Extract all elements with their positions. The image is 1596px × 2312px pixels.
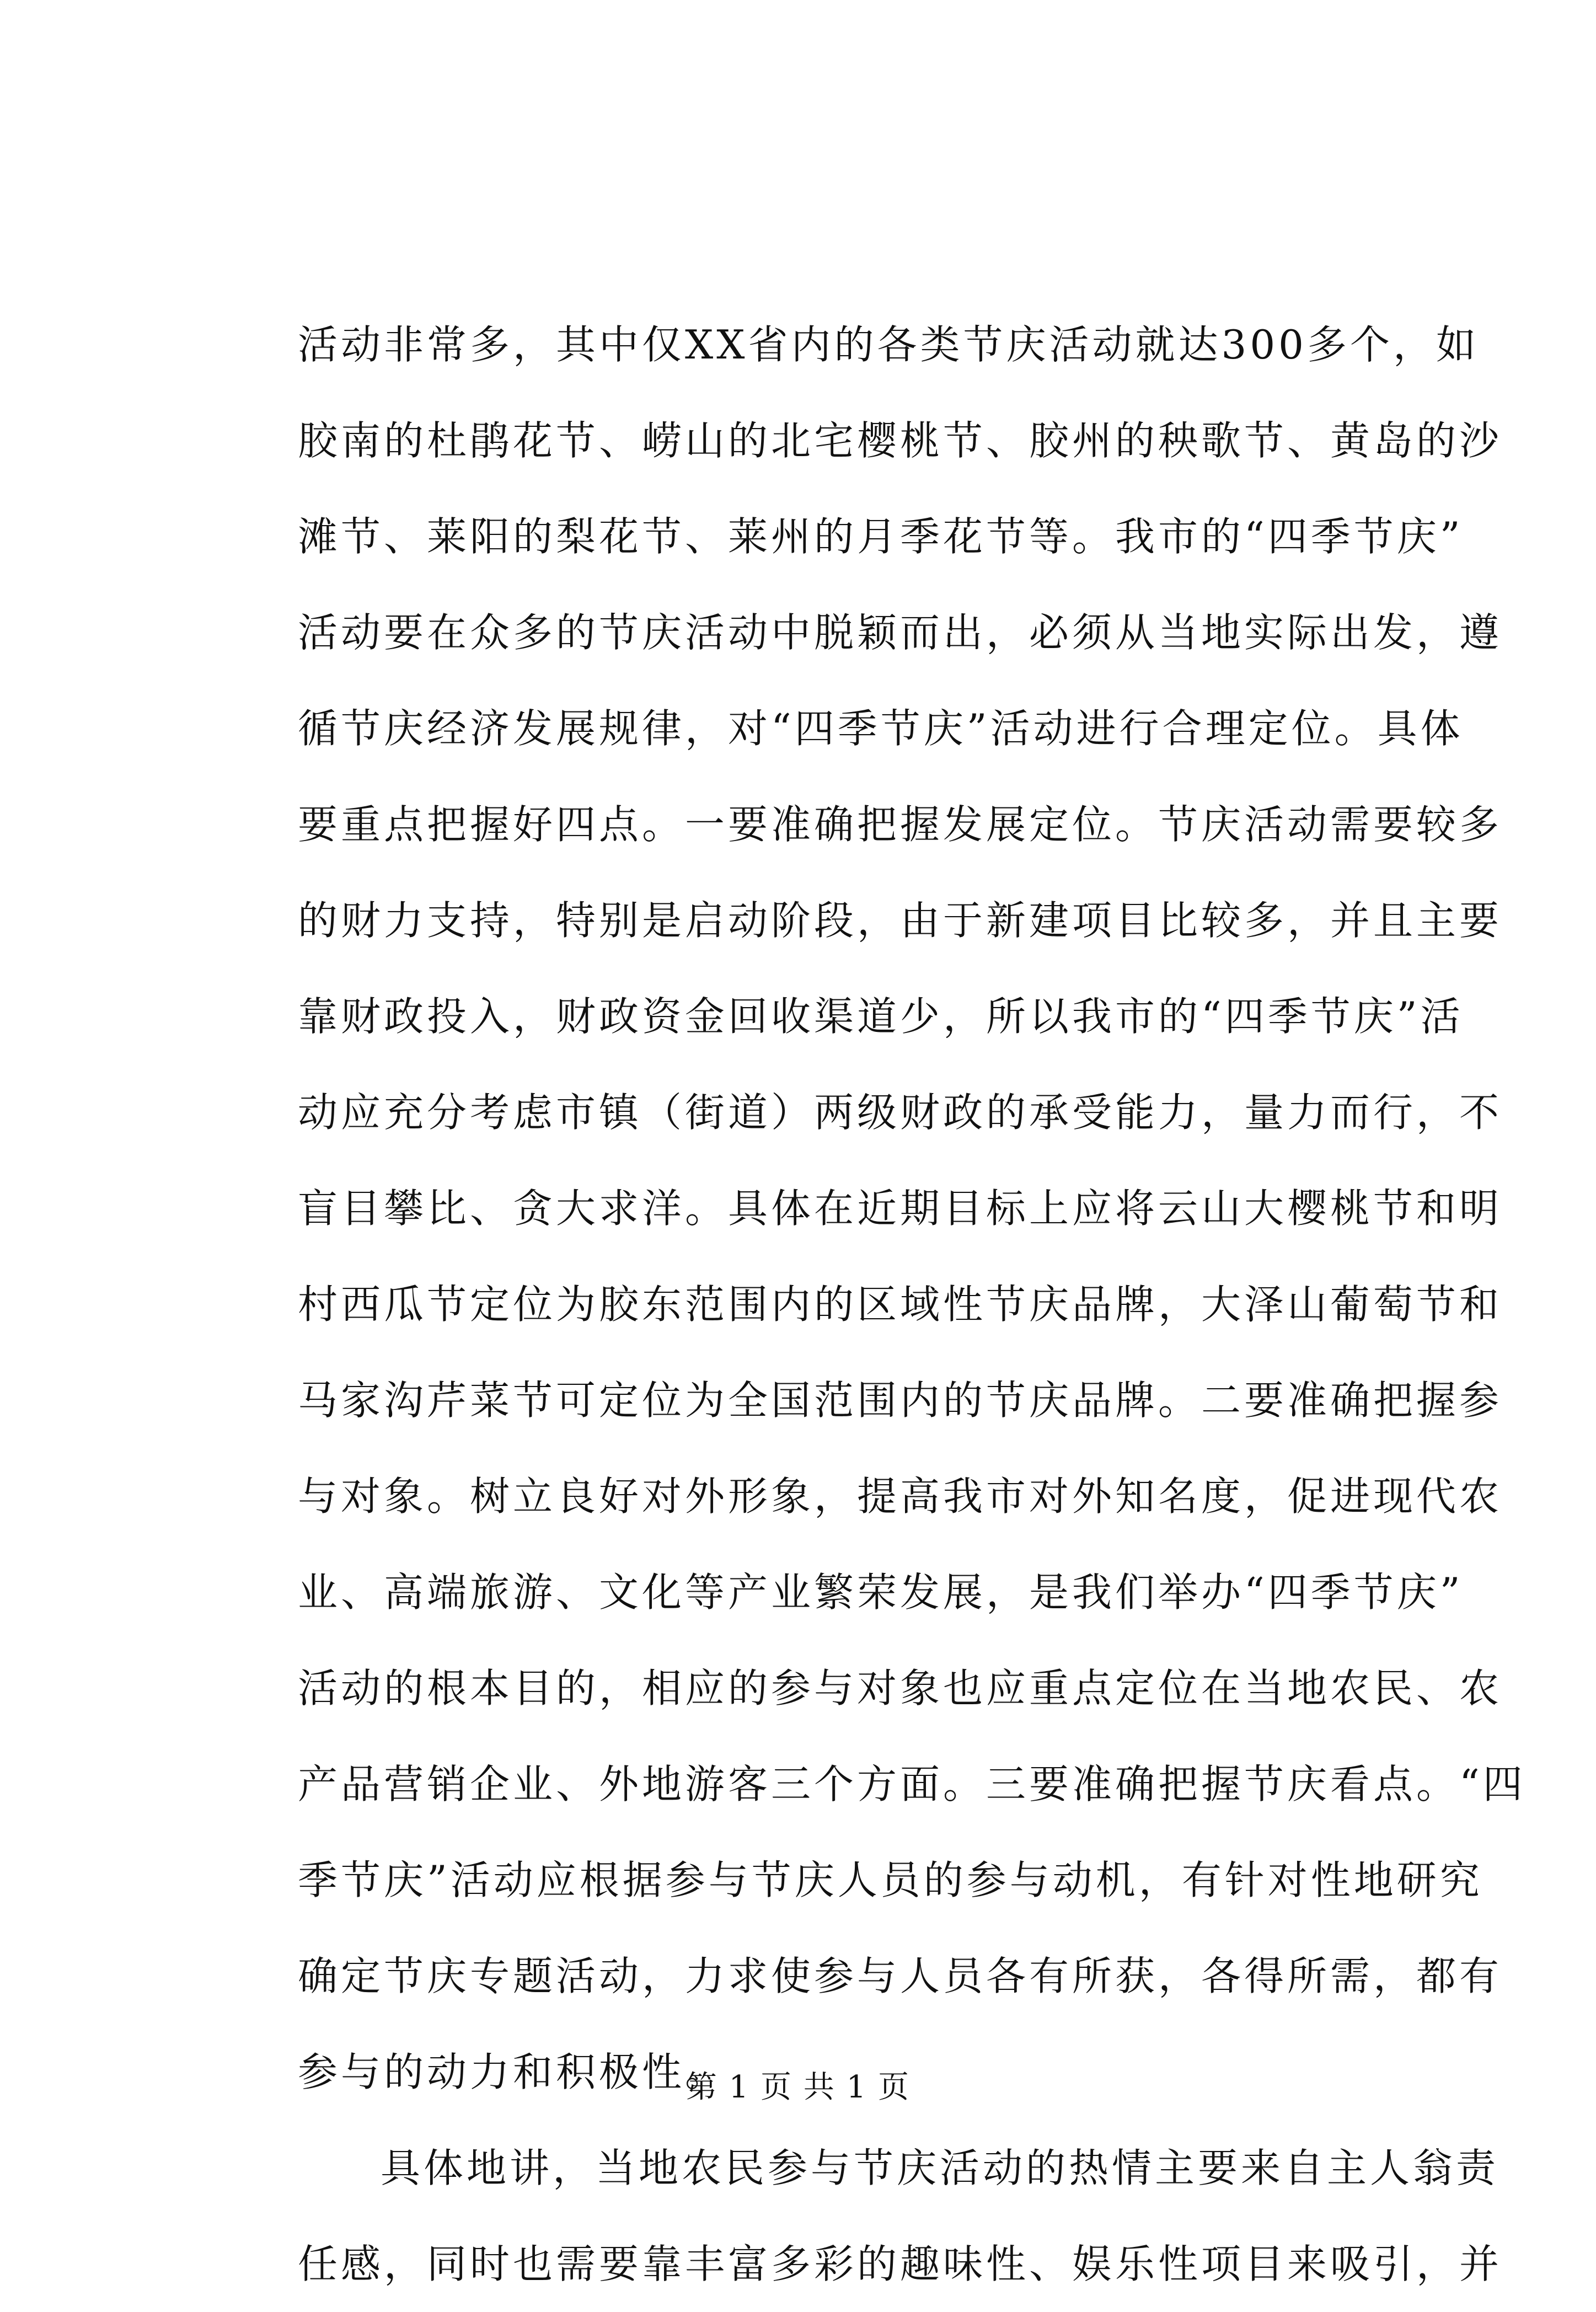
paragraph-2 xyxy=(298,2120,1503,2312)
text-line: 确定节庆专题活动，力求使参与人员各有所获，各得所需，都有 xyxy=(298,1953,1503,1999)
text-line: 马家沟芹菜节可定位为全国范围内的节庆品牌。二要准确把握参 xyxy=(298,1377,1503,1423)
text-line: 的财力支持，特别是启动阶段，由于新建项目比较多，并且主要 xyxy=(298,897,1503,944)
text-line: 具体地讲，当地农民参与节庆活动的热情主要来自主人翁责 xyxy=(381,2145,1499,2191)
text-line: 活动要在众多的节庆活动中脱颖而出，必须从当地实际出发，遵 xyxy=(298,609,1503,656)
text-line: 季节庆”活动应根据参与节庆人员的参与动机，有针对性地研究 xyxy=(298,1857,1483,1903)
text-line: 靠财政投入，财政资金回收渠道少，所以我市的“四季节庆”活 xyxy=(298,993,1464,1040)
text-line: 业、高端旅游、文化等产业繁荣发展，是我们举办“四季节庆” xyxy=(298,1569,1464,1615)
text-line: 胶南的杜鹃花节、崂山的北宅樱桃节、胶州的秧歌节、黄岛的沙 xyxy=(298,418,1503,464)
text-line: 要重点把握好四点。一要准确把握发展定位。节庆活动需要较多 xyxy=(298,801,1503,848)
text-line: 活动的根本目的，相应的参与对象也应重点定位在当地农民、农 xyxy=(298,1665,1503,1711)
text-line: 活动非常多，其中仅XX省内的各类节庆活动就达300多个，如 xyxy=(298,322,1479,368)
text-line: 产品营销企业、外地游客三个方面。三要准确把握节庆看点。“四 xyxy=(298,1761,1526,1807)
page-footer xyxy=(0,2068,1596,2107)
text-line: 循节庆经济发展规律，对“四季节庆”活动进行合理定位。具体 xyxy=(298,705,1464,752)
text-line: 动应充分考虑市镇（街道）两级财政的承受能力，量力而行，不 xyxy=(298,1089,1503,1136)
text-line: 滩节、莱阳的梨花节、莱州的月季花节等。我市的“四季节庆” xyxy=(298,513,1464,560)
text-line: 参与的动力和积极性。 xyxy=(298,2049,729,2095)
text-line: 任感，同时也需要靠丰富多彩的趣味性、娱乐性项目来吸引，并 xyxy=(298,2241,1503,2287)
text-line: 与对象。树立良好对外形象，提高我市对外知名度，促进现代农 xyxy=(298,1473,1503,1519)
text-line: 村西瓜节定位为胶东范围内的区域性节庆品牌，大泽山葡萄节和 xyxy=(298,1281,1503,1328)
page-number: 第 1 页 共 1 页 xyxy=(685,2069,911,2105)
body-text xyxy=(298,297,1526,2312)
text-line: 盲目攀比、贪大求洋。具体在近期目标上应将云山大樱桃节和明 xyxy=(298,1185,1503,1232)
paragraph-1 xyxy=(298,297,1526,2120)
